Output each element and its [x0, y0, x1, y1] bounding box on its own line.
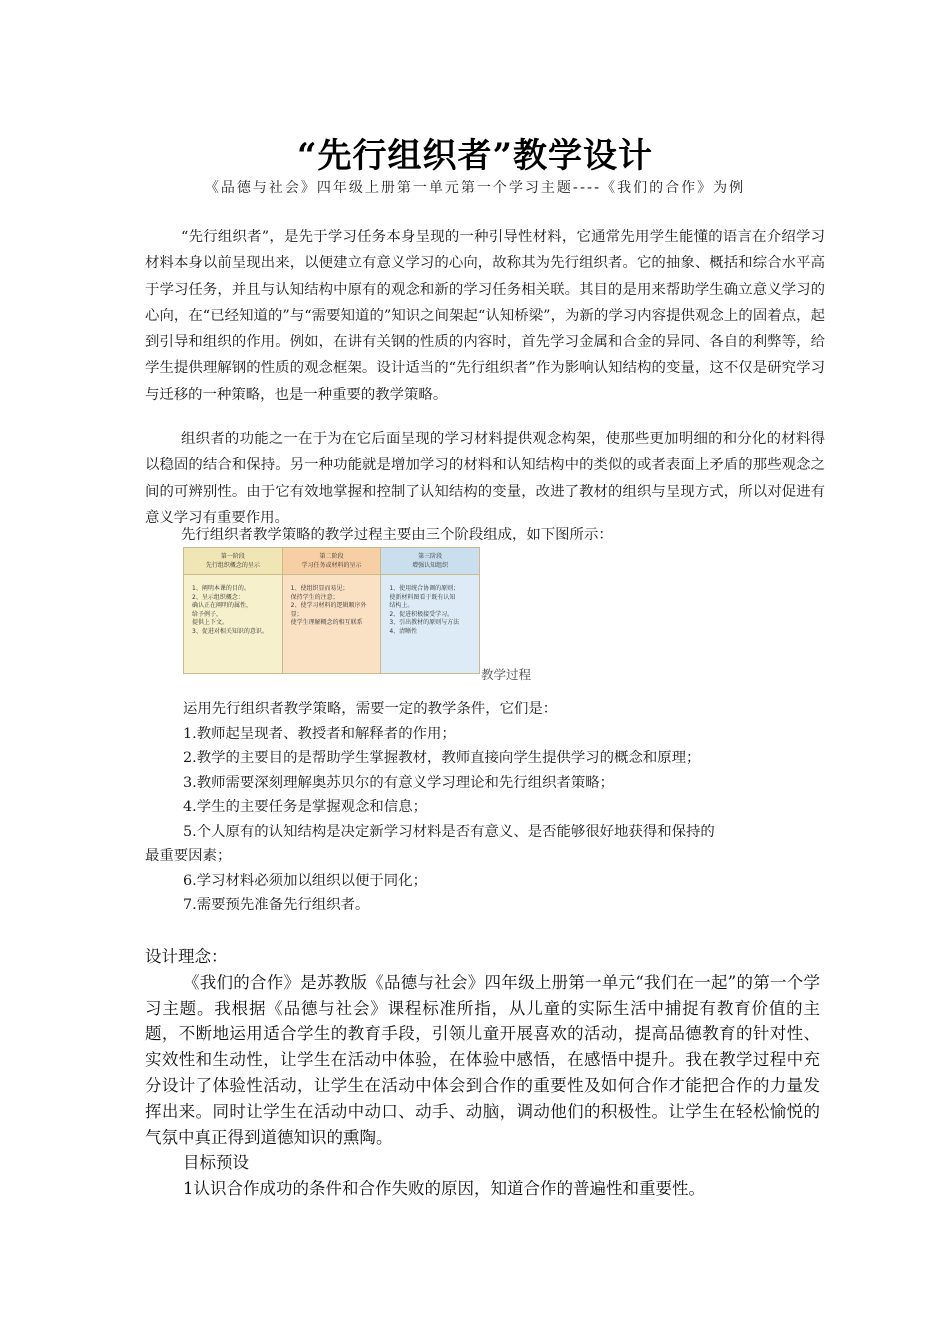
- stage-item: 2、呈示组织概念：: [192, 593, 244, 601]
- stage-intro-section: [145, 522, 825, 548]
- stage-item: 显；: [290, 610, 303, 618]
- design-section: [145, 944, 820, 1202]
- stage-item: 给予例子，: [192, 610, 223, 618]
- stage-title-1: 第一阶段: [220, 553, 245, 560]
- stage-item: 结构上。: [389, 602, 414, 609]
- stage-header-3: [381, 548, 479, 575]
- stage-item: 2、使学习材料的逻辑顺序外: [290, 602, 367, 609]
- stage-item: 1、阐明本课的目的。: [192, 585, 250, 592]
- condition-item: 7.需要预先准备先行组织者。: [183, 897, 370, 913]
- stage-header-2: [283, 548, 381, 575]
- document-subtitle: 《品德与社会》四年级上册第一单元第一个学习主题----《我们的合作》为例: [204, 180, 746, 196]
- stage-item: 使学生理解概念的相互联系: [290, 619, 363, 626]
- conditions-intro: 运用先行组织者教学策略，需要一定的教学条件，它们是：: [183, 701, 558, 717]
- stage-subtitle-3: 增强认知组织: [412, 562, 449, 569]
- stage-body-3: [381, 575, 479, 673]
- function-paragraph: 组织者的功能之一在于为在它后面呈现的学习材料提供观念构架，使那些更加明细的和分化的材料得以稳固的结合和保持。另一种功能就是增加学习的材料和认知结构中的类似的或者表面上矛盾的那些观念之间的可辨别性。由于它有效地掌握和控制了认知结构的变量，改进了教材的组织与呈现方式，所以对促进有意义学习有重要作用。: [145, 431, 825, 526]
- intro-paragraph: “先行组织者”，是先于学习任务本身呈现的一种引导性材料，它通常先用学生能懂的语言在介绍学习材料本身以前呈现出来，以便建立有意义学习的心向，故称其为先行组织者。它的抽象、概括和综合水平高于学习任务，并且与认知结构中原有的观念和新的学习任务相关联。其目的是用来帮助学生确立意义学习的心向，在“已经知道的”与“需要知道的”知识之间架起“认知桥梁”，为新的学习内容提供观念上的固着点，起到引导和组织的作用。例如，在讲有关钢的性质的内容时，首先学习金属和合金的异同、各自的利弊等，给学生提供理解钢的性质的观念框架。设计适当的“先行组织者”作为影响认知结构的变量，这不仅是研究学习与迁移的一种策略，也是一种重要的教学策略。: [145, 229, 825, 403]
- stage-title-3: 第三阶段: [418, 553, 443, 560]
- condition-item: 3.教师需要深刻理解奥苏贝尔的有意义学习理论和先行组织者策略；: [183, 774, 615, 791]
- condition-item: 4.学生的主要任务是掌握观念和信息；: [183, 799, 427, 815]
- function-section: [145, 426, 825, 531]
- condition-item: 1.教师起呈现者、教授者和解释者的作用；: [183, 725, 456, 742]
- design-heading: 设计理念：: [145, 947, 228, 966]
- stage-body-1: [184, 575, 282, 673]
- stage-subtitle-1: 先行组织概念的呈示: [205, 562, 260, 569]
- stage-header-1: [184, 548, 282, 575]
- condition-item-continuation: 最重要因素；: [145, 848, 232, 864]
- goal-heading: 目标预设: [183, 1153, 249, 1173]
- stage-item: 2、促进积极接受学习。: [389, 610, 454, 618]
- conditions-section: [145, 697, 825, 918]
- stage-column-3: [381, 548, 479, 673]
- figure-caption: 教学过程: [481, 667, 532, 682]
- stage-title-2: 第二阶段: [319, 553, 344, 560]
- condition-item: 2.教学的主要目的是帮助学生掌握教材，教师直接向学生提供学习的概念和原理；: [183, 750, 701, 766]
- stage-item: 使新材料图看于既有认知: [389, 593, 456, 601]
- stage-item: 4、清晰性: [389, 627, 418, 635]
- stage-item: 1、使用统合协调的原则；: [389, 585, 460, 592]
- stage-item: 提供上下文。: [192, 619, 229, 626]
- document-title: “先行组织者”教学设计: [296, 136, 654, 176]
- intro-section: [145, 224, 825, 408]
- stage-intro-text: 先行组织者教学策略的教学过程主要由三个阶段组成，如下图所示：: [181, 527, 613, 543]
- condition-item: 6.学习材料必须加以组织以便于同化；: [183, 872, 427, 889]
- stage-item: 3、引出教材的原则与方法: [389, 619, 460, 626]
- stage-column-2: [283, 548, 382, 673]
- stage-subtitle-2: 学习任务或材料的呈示: [301, 562, 362, 569]
- stage-column-1: [184, 548, 283, 673]
- stage-body-2: [283, 575, 381, 673]
- stage-item: 3、促进对相关知识的意识。: [192, 627, 268, 635]
- stage-item: 1、使组织显而易见；: [290, 585, 349, 592]
- design-paragraph: 《我们的合作》是苏教版《品德与社会》四年级上册第一单元“我们在一起”的第一个学习主题。我根据《品德与社会》课程标准所指，从儿童的实际生活中捕捉有教育价值的主题，不断地运用适合学生的教育手段，引领儿童开展喜欢的活动，提高品德教育的针对性、实效性和生动性，让学生在活动中体验，在体验中感悟，在感悟中提升。我在教学过程中充分设计了体验性活动，让学生在活动中体会到合作的重要性及如何合作才能把合作的力量发挥出来。同时让学生在活动中动口、动手、动脑，调动他们的积极性。让学生在轻松愉悦的气氛中真正得到道德知识的熏陶。: [145, 972, 820, 1147]
- teaching-process-figure: [183, 547, 480, 674]
- condition-item: 5.个人原有的认知结构是决定新学习材料是否有意义、是否能够很好地获得和保持的: [183, 823, 715, 840]
- goal-item: 1认识合作成功的条件和合作失败的原因，知道合作的普遍性和重要性。: [183, 1179, 705, 1199]
- stage-item: 确认正在阐明的属性，: [192, 602, 253, 609]
- stage-item: 保持学生的注意；: [290, 593, 339, 601]
